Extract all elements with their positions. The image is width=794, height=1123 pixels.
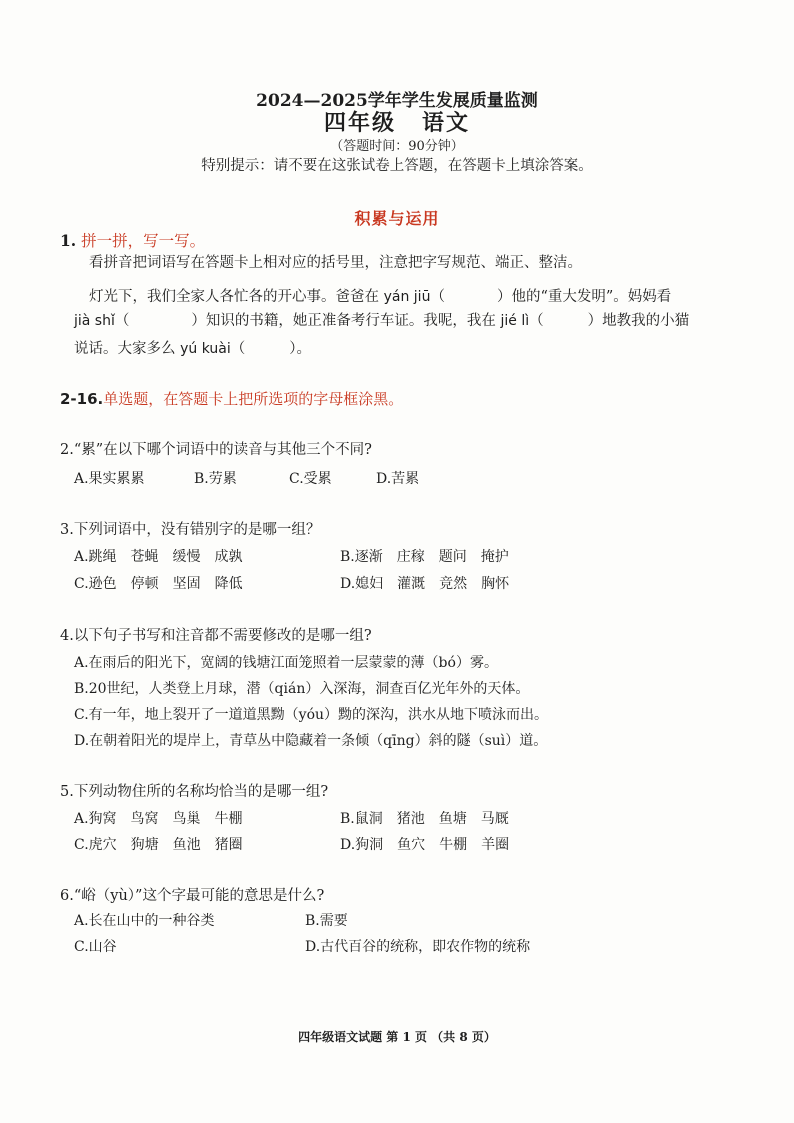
exam-title: 2024—2025学年学生发展质量监测 (256, 91, 538, 111)
q4-option-b: B.20世纪，人类登上月球，潜（qián）入深海，洞查百亿光年外的天体。 (74, 681, 530, 697)
blank-close: ） (191, 313, 206, 329)
blank-close: ） (587, 313, 603, 329)
q6-stem: 6.“峪（yù）”这个字最可能的意思是什么? (60, 888, 325, 904)
q6-option-a: A.长在山中的一种谷类 (74, 913, 215, 929)
pinyin-jieli: jié lì (500, 313, 530, 329)
q4-option-d: D.在朝着阳光的堤岸上，青草丛中隐藏着一条倾（qīng）斜的隧（suì）道。 (74, 733, 548, 749)
q1-text: 他的“重大发明”。妈妈看 (511, 289, 672, 305)
blank-open: （ (529, 313, 544, 329)
q3-option-a: A.跳绳 苍蝇 缓慢 成孰 (74, 549, 243, 565)
single-choice-instruction (60, 388, 403, 409)
pinyin-yukuai: yú kuài (180, 341, 231, 357)
q1-line-1 (89, 284, 671, 310)
q1-text: 地教我的小猫 (602, 313, 690, 329)
q6-option-c: C.山谷 (74, 939, 117, 955)
exam-time: （答题时间：90分钟） (330, 139, 464, 154)
q5-option-a: A.狗窝 鸟窝 鸟巢 牛棚 (74, 811, 243, 827)
q5-stem: 5.下列动物住所的名称均恰当的是哪一组? (60, 784, 329, 800)
q3-option-d: D.媳妇 灌溉 竞然 胸怀 (340, 576, 510, 592)
q5-option-c: C.虎穴 狗塘 鱼池 猪圈 (74, 837, 243, 853)
exam-notice: 特别提示：请不要在这张试卷上答题，在答题卡上填涂答案。 (201, 158, 593, 174)
instr-text: 单选题，在答题卡上把所选项的字母框涂黑。 (103, 390, 404, 408)
q1-line-3 (74, 336, 311, 362)
q1-text: 灯光下，我们全家人各忙各的开心事。爸爸在 (89, 289, 379, 305)
q2-stem: 2.“累”在以下哪个词语中的读音与其他三个不同? (60, 442, 372, 458)
pinyin-yanjiu: yán jiū (383, 289, 431, 305)
grade-label: 四年级 (323, 110, 396, 136)
q4-option-a: A.在雨后的阳光下，宽阔的钱塘江面笼照着一层蒙蒙的薄（bó）雾。 (74, 655, 498, 671)
q5-option-b: B.鼠洞 猪池 鱼塘 马厩 (340, 811, 509, 827)
q5-option-d: D.狗洞 鱼穴 牛棚 羊圈 (340, 837, 510, 853)
q1-heading (60, 229, 205, 251)
q3-option-b: B.逐渐 庄稼 题问 掩护 (340, 549, 509, 565)
section-title: 积累与运用 (354, 209, 440, 228)
q3-stem: 3.下列词语中，没有错别字的是哪一组？ (60, 522, 321, 538)
q2-option-d: D.苦累 (376, 471, 420, 487)
blank-open: （ (430, 289, 445, 305)
q4-stem: 4.以下句子书写和注音都不需要修改的是哪一组? (60, 628, 372, 644)
q1-number: 1. (60, 231, 77, 250)
grade-subject (0, 106, 794, 137)
q2-option-a: A.果实累累 (74, 471, 145, 487)
q1-text: 说话。大家多么 (74, 341, 176, 357)
blank-close: ） (496, 289, 512, 305)
blank-close: ） (289, 341, 297, 357)
q1-title: 拼一拼，写一写。 (81, 232, 206, 250)
subject-label: 语文 (422, 110, 471, 136)
q1-instruction: 看拼音把词语写在答题卡上相对应的括号里，注意把字写规范、端正、整洁。 (89, 255, 582, 271)
q2-option-c: C.受累 (289, 471, 332, 487)
q2-option-b: B.劳累 (194, 471, 237, 487)
blank-open: （ (230, 341, 246, 357)
q3-option-c: C.逊色 停顿 坚固 降低 (74, 576, 243, 592)
pinyin-jiashi: jià shǐ (74, 313, 115, 329)
q6-option-b: B.需要 (305, 913, 348, 929)
q4-option-c: C.有一年，地上裂开了一道道黑黝（yóu）黝的深沟，洪水从地下喷泳而出。 (74, 707, 549, 723)
page-footer: 四年级语文试题 第 1 页 （共 8 页） (298, 1030, 496, 1044)
blank-open: （ (114, 313, 130, 329)
q1-text: 知识的书籍，她正准备考行车证。我呢，我在 (205, 313, 496, 329)
q6-option-d: D.古代百谷的统称，即农作物的统称 (305, 939, 531, 955)
q1-text: 。 (296, 341, 311, 357)
instr-number: 2-16. (60, 390, 104, 408)
q1-line-2 (74, 308, 689, 334)
